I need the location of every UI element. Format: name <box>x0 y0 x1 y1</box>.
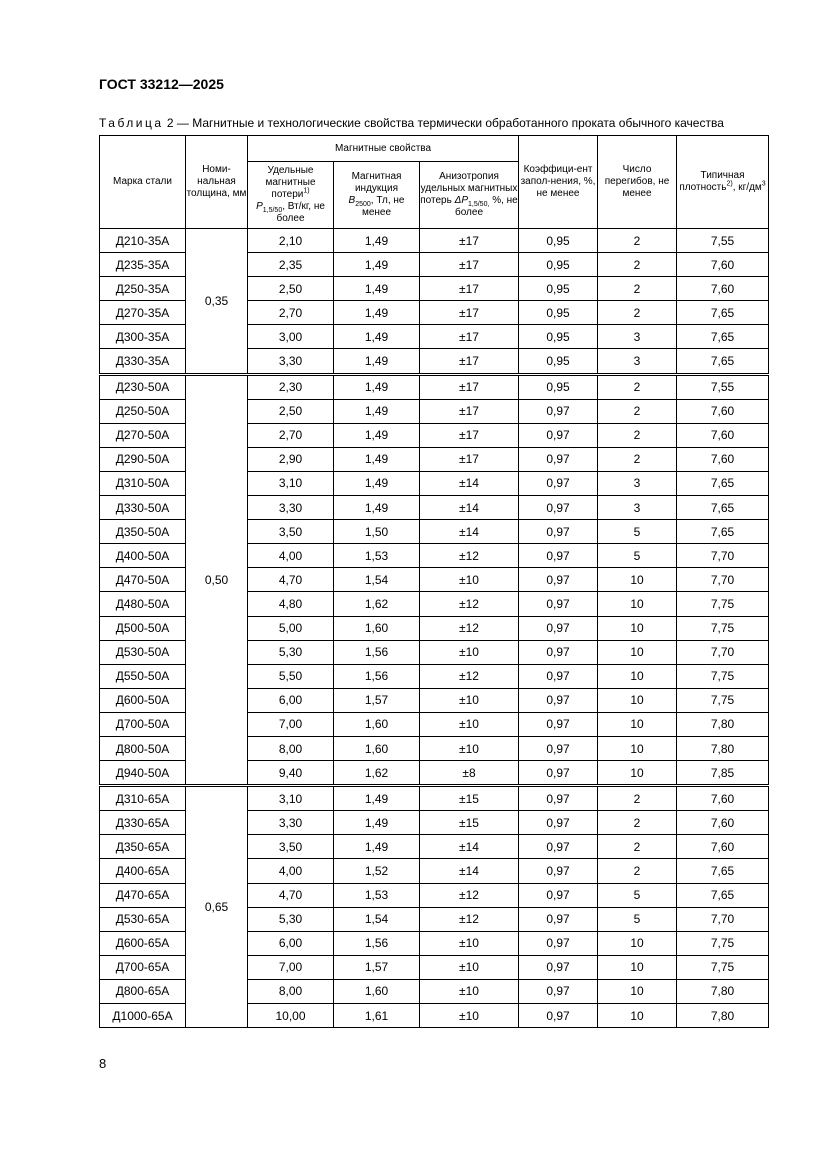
bends-cell: 3 <box>598 349 677 374</box>
fill-factor-cell: 0,95 <box>519 325 598 349</box>
fill-factor-cell: 0,97 <box>519 520 598 544</box>
grade-cell: Д700-65А <box>100 955 186 979</box>
losses-cell: 3,30 <box>248 496 334 520</box>
grade-cell: Д600-65А <box>100 931 186 955</box>
header-anisotropy-symbol: ΔP <box>454 195 468 206</box>
density-cell: 7,75 <box>677 616 769 640</box>
header-specific-losses <box>248 162 334 229</box>
density-cell: 7,55 <box>677 229 769 253</box>
header-thickness: Номи-нальная толщина, мм <box>186 136 248 229</box>
density-cell: 7,60 <box>677 399 769 423</box>
grade-cell: Д235-35А <box>100 253 186 277</box>
bends-cell: 5 <box>598 907 677 931</box>
losses-cell: 4,00 <box>248 859 334 883</box>
grade-cell: Д330-35А <box>100 349 186 374</box>
grade-cell: Д500-50А <box>100 616 186 640</box>
grade-cell: Д400-65А <box>100 859 186 883</box>
anisotropy-cell: ±8 <box>420 761 519 786</box>
density-cell: 7,80 <box>677 736 769 760</box>
grade-cell: Д800-50А <box>100 736 186 760</box>
bends-cell: 10 <box>598 955 677 979</box>
fill-factor-cell: 0,97 <box>519 712 598 736</box>
bends-cell: 3 <box>598 325 677 349</box>
induction-cell: 1,49 <box>334 835 420 859</box>
induction-cell: 1,61 <box>334 1004 420 1028</box>
header-anisotropy-text: Анизотропия удельных магнитных потерь <box>420 171 518 206</box>
fill-factor-cell: 0,97 <box>519 688 598 712</box>
anisotropy-cell: ±14 <box>420 859 519 883</box>
bends-cell: 10 <box>598 761 677 786</box>
density-cell: 7,70 <box>677 640 769 664</box>
grade-cell: Д310-65А <box>100 786 186 811</box>
induction-cell: 1,49 <box>334 447 420 471</box>
bends-cell: 2 <box>598 229 677 253</box>
density-cell: 7,70 <box>677 568 769 592</box>
anisotropy-cell: ±12 <box>420 907 519 931</box>
anisotropy-cell: ±17 <box>420 423 519 447</box>
document-code: ГОСТ 33212—2025 <box>99 76 224 92</box>
density-cell: 7,60 <box>677 786 769 811</box>
grade-cell: Д270-50А <box>100 423 186 447</box>
anisotropy-cell: ±17 <box>420 349 519 374</box>
induction-cell: 1,49 <box>334 301 420 325</box>
induction-cell: 1,49 <box>334 786 420 811</box>
fill-factor-cell: 0,97 <box>519 568 598 592</box>
grade-cell: Д290-50А <box>100 447 186 471</box>
losses-cell: 5,30 <box>248 907 334 931</box>
losses-cell: 9,40 <box>248 761 334 786</box>
anisotropy-cell: ±10 <box>420 736 519 760</box>
bends-cell: 10 <box>598 1004 677 1028</box>
losses-cell: 2,10 <box>248 229 334 253</box>
anisotropy-cell: ±14 <box>420 471 519 495</box>
fill-factor-cell: 0,95 <box>519 301 598 325</box>
anisotropy-cell: ±14 <box>420 496 519 520</box>
header-density-text: Типичная плотность <box>679 170 745 193</box>
density-cell: 7,65 <box>677 349 769 374</box>
header-induction-symbol: B <box>348 195 356 206</box>
fill-factor-cell: 0,97 <box>519 931 598 955</box>
header-fill-factor: Коэффици-ент запол-нения, %, не менее <box>519 136 598 229</box>
induction-cell: 1,49 <box>334 471 420 495</box>
fill-factor-cell: 0,95 <box>519 277 598 301</box>
anisotropy-cell: ±15 <box>420 811 519 835</box>
losses-cell: 7,00 <box>248 955 334 979</box>
grade-cell: Д400-50А <box>100 544 186 568</box>
table-row <box>100 374 769 399</box>
anisotropy-cell: ±10 <box>420 712 519 736</box>
induction-cell: 1,60 <box>334 712 420 736</box>
fill-factor-cell: 0,97 <box>519 955 598 979</box>
bends-cell: 2 <box>598 423 677 447</box>
header-losses-note: 1) <box>303 187 310 195</box>
fill-factor-cell: 0,97 <box>519 496 598 520</box>
losses-cell: 2,90 <box>248 447 334 471</box>
table-row <box>100 229 769 253</box>
density-cell: 7,85 <box>677 761 769 786</box>
bends-cell: 10 <box>598 664 677 688</box>
table-body <box>100 229 769 1028</box>
density-cell: 7,80 <box>677 979 769 1003</box>
fill-factor-cell: 0,97 <box>519 786 598 811</box>
bends-cell: 2 <box>598 399 677 423</box>
fill-factor-cell: 0,97 <box>519 859 598 883</box>
bends-cell: 10 <box>598 568 677 592</box>
density-cell: 7,65 <box>677 520 769 544</box>
anisotropy-cell: ±12 <box>420 664 519 688</box>
induction-cell: 1,49 <box>334 229 420 253</box>
density-cell: 7,60 <box>677 835 769 859</box>
density-cell: 7,60 <box>677 277 769 301</box>
anisotropy-cell: ±10 <box>420 979 519 1003</box>
losses-cell: 3,00 <box>248 325 334 349</box>
density-cell: 7,65 <box>677 301 769 325</box>
losses-cell: 8,00 <box>248 979 334 1003</box>
losses-cell: 5,50 <box>248 664 334 688</box>
page-number: 8 <box>99 1056 107 1071</box>
anisotropy-cell: ±17 <box>420 229 519 253</box>
losses-cell: 6,00 <box>248 931 334 955</box>
induction-cell: 1,62 <box>334 761 420 786</box>
anisotropy-cell: ±15 <box>420 786 519 811</box>
losses-cell: 4,70 <box>248 568 334 592</box>
fill-factor-cell: 0,97 <box>519 736 598 760</box>
grade-cell: Д800-65А <box>100 979 186 1003</box>
anisotropy-cell: ±14 <box>420 520 519 544</box>
bends-cell: 10 <box>598 736 677 760</box>
losses-cell: 3,10 <box>248 471 334 495</box>
anisotropy-cell: ±17 <box>420 399 519 423</box>
fill-factor-cell: 0,95 <box>519 374 598 399</box>
grade-cell: Д940-50А <box>100 761 186 786</box>
thickness-cell: 0,50 <box>186 374 248 786</box>
properties-table <box>99 135 769 1028</box>
grade-cell: Д300-35А <box>100 325 186 349</box>
losses-cell: 2,35 <box>248 253 334 277</box>
fill-factor-cell: 0,97 <box>519 811 598 835</box>
density-cell: 7,75 <box>677 664 769 688</box>
bends-cell: 2 <box>598 277 677 301</box>
header-induction <box>334 162 420 229</box>
induction-cell: 1,57 <box>334 955 420 979</box>
anisotropy-cell: ±10 <box>420 1004 519 1028</box>
header-induction-sub: 2500 <box>355 201 371 208</box>
grade-cell: Д350-50А <box>100 520 186 544</box>
bends-cell: 5 <box>598 544 677 568</box>
fill-factor-cell: 0,97 <box>519 399 598 423</box>
bends-cell: 10 <box>598 931 677 955</box>
fill-factor-cell: 0,97 <box>519 544 598 568</box>
table-caption-label: Таблица <box>99 116 164 130</box>
fill-factor-cell: 0,95 <box>519 253 598 277</box>
anisotropy-cell: ±10 <box>420 568 519 592</box>
fill-factor-cell: 0,97 <box>519 447 598 471</box>
induction-cell: 1,49 <box>334 374 420 399</box>
table-row <box>100 786 769 811</box>
bends-cell: 2 <box>598 447 677 471</box>
bends-cell: 2 <box>598 835 677 859</box>
header-losses-unit: , Вт/кг, не более <box>276 201 325 224</box>
induction-cell: 1,49 <box>334 277 420 301</box>
losses-cell: 3,30 <box>248 811 334 835</box>
induction-cell: 1,49 <box>334 399 420 423</box>
density-cell: 7,70 <box>677 544 769 568</box>
density-cell: 7,75 <box>677 955 769 979</box>
grade-cell: Д230-50А <box>100 374 186 399</box>
grade-cell: Д470-65А <box>100 883 186 907</box>
header-losses-text: Удельные магнитные потери <box>265 165 316 200</box>
grade-cell: Д310-50А <box>100 471 186 495</box>
bends-cell: 10 <box>598 592 677 616</box>
density-cell: 7,80 <box>677 1004 769 1028</box>
anisotropy-cell: ±17 <box>420 447 519 471</box>
header-density <box>677 136 769 229</box>
bends-cell: 10 <box>598 640 677 664</box>
losses-cell: 4,70 <box>248 883 334 907</box>
bends-cell: 3 <box>598 471 677 495</box>
density-cell: 7,75 <box>677 931 769 955</box>
induction-cell: 1,49 <box>334 349 420 374</box>
losses-cell: 3,50 <box>248 520 334 544</box>
grade-cell: Д250-35А <box>100 277 186 301</box>
density-cell: 7,80 <box>677 712 769 736</box>
induction-cell: 1,56 <box>334 640 420 664</box>
fill-factor-cell: 0,97 <box>519 423 598 447</box>
bends-cell: 5 <box>598 520 677 544</box>
table-caption-text: 2 — Магнитные и технологические свойства термически обработанного проката обычного качества <box>166 116 724 130</box>
density-cell: 7,75 <box>677 688 769 712</box>
anisotropy-cell: ±10 <box>420 955 519 979</box>
anisotropy-cell: ±17 <box>420 301 519 325</box>
fill-factor-cell: 0,97 <box>519 979 598 1003</box>
losses-cell: 4,80 <box>248 592 334 616</box>
induction-cell: 1,52 <box>334 859 420 883</box>
losses-cell: 2,70 <box>248 423 334 447</box>
grade-cell: Д550-50А <box>100 664 186 688</box>
induction-cell: 1,54 <box>334 568 420 592</box>
bends-cell: 10 <box>598 712 677 736</box>
induction-cell: 1,57 <box>334 688 420 712</box>
fill-factor-cell: 0,97 <box>519 1004 598 1028</box>
header-density-note: 2) <box>726 180 733 188</box>
anisotropy-cell: ±12 <box>420 592 519 616</box>
header-grade: Марка стали <box>100 136 186 229</box>
induction-cell: 1,60 <box>334 616 420 640</box>
fill-factor-cell: 0,97 <box>519 471 598 495</box>
bends-cell: 2 <box>598 374 677 399</box>
thickness-cell: 0,65 <box>186 786 248 1028</box>
density-cell: 7,65 <box>677 496 769 520</box>
density-cell: 7,55 <box>677 374 769 399</box>
losses-cell: 5,00 <box>248 616 334 640</box>
grade-cell: Д350-65А <box>100 835 186 859</box>
density-cell: 7,60 <box>677 447 769 471</box>
grade-cell: Д250-50А <box>100 399 186 423</box>
anisotropy-cell: ±17 <box>420 374 519 399</box>
induction-cell: 1,53 <box>334 883 420 907</box>
losses-cell: 4,00 <box>248 544 334 568</box>
grade-cell: Д330-65А <box>100 811 186 835</box>
induction-cell: 1,60 <box>334 736 420 760</box>
density-cell: 7,65 <box>677 859 769 883</box>
grade-cell: Д530-50А <box>100 640 186 664</box>
induction-cell: 1,50 <box>334 520 420 544</box>
anisotropy-cell: ±12 <box>420 544 519 568</box>
density-cell: 7,70 <box>677 907 769 931</box>
anisotropy-cell: ±10 <box>420 931 519 955</box>
fill-factor-cell: 0,97 <box>519 616 598 640</box>
grade-cell: Д330-50А <box>100 496 186 520</box>
grade-cell: Д700-50А <box>100 712 186 736</box>
fill-factor-cell: 0,97 <box>519 835 598 859</box>
induction-cell: 1,56 <box>334 664 420 688</box>
grade-cell: Д480-50А <box>100 592 186 616</box>
density-cell: 7,60 <box>677 811 769 835</box>
thickness-cell: 0,35 <box>186 229 248 375</box>
induction-cell: 1,62 <box>334 592 420 616</box>
losses-cell: 6,00 <box>248 688 334 712</box>
losses-cell: 2,70 <box>248 301 334 325</box>
anisotropy-cell: ±17 <box>420 325 519 349</box>
density-cell: 7,65 <box>677 325 769 349</box>
header-magnetic-properties: Магнитные свойства <box>248 136 519 162</box>
density-cell: 7,65 <box>677 883 769 907</box>
induction-cell: 1,49 <box>334 423 420 447</box>
density-cell: 7,65 <box>677 471 769 495</box>
density-cell: 7,60 <box>677 253 769 277</box>
bends-cell: 10 <box>598 616 677 640</box>
fill-factor-cell: 0,97 <box>519 907 598 931</box>
induction-cell: 1,49 <box>334 325 420 349</box>
anisotropy-cell: ±17 <box>420 277 519 301</box>
induction-cell: 1,54 <box>334 907 420 931</box>
fill-factor-cell: 0,97 <box>519 640 598 664</box>
grade-cell: Д530-65А <box>100 907 186 931</box>
losses-cell: 8,00 <box>248 736 334 760</box>
header-losses-symbol: P <box>256 201 263 212</box>
losses-cell: 2,50 <box>248 277 334 301</box>
fill-factor-cell: 0,97 <box>519 761 598 786</box>
header-anisotropy-unit: %, не более <box>454 195 518 218</box>
induction-cell: 1,56 <box>334 931 420 955</box>
induction-cell: 1,60 <box>334 979 420 1003</box>
induction-cell: 1,49 <box>334 253 420 277</box>
losses-cell: 2,50 <box>248 399 334 423</box>
fill-factor-cell: 0,97 <box>519 883 598 907</box>
anisotropy-cell: ±12 <box>420 616 519 640</box>
induction-cell: 1,49 <box>334 811 420 835</box>
header-losses-sub: 1,5/50 <box>262 207 283 214</box>
losses-cell: 7,00 <box>248 712 334 736</box>
bends-cell: 2 <box>598 301 677 325</box>
losses-cell: 5,30 <box>248 640 334 664</box>
bends-cell: 3 <box>598 496 677 520</box>
grade-cell: Д1000-65А <box>100 1004 186 1028</box>
anisotropy-cell: ±10 <box>420 688 519 712</box>
grade-cell: Д270-35А <box>100 301 186 325</box>
losses-cell: 10,00 <box>248 1004 334 1028</box>
bends-cell: 2 <box>598 811 677 835</box>
losses-cell: 3,30 <box>248 349 334 374</box>
density-cell: 7,60 <box>677 423 769 447</box>
fill-factor-cell: 0,97 <box>519 664 598 688</box>
grade-cell: Д470-50А <box>100 568 186 592</box>
header-induction-unit: , Тл, не менее <box>361 195 405 218</box>
fill-factor-cell: 0,95 <box>519 349 598 374</box>
header-anisotropy-sub: 1,5/50, <box>468 201 490 208</box>
grade-cell: Д600-50А <box>100 688 186 712</box>
anisotropy-cell: ±14 <box>420 835 519 859</box>
density-cell: 7,75 <box>677 592 769 616</box>
anisotropy-cell: ±17 <box>420 253 519 277</box>
bends-cell: 2 <box>598 786 677 811</box>
header-density-unit: , кг/дм <box>732 182 762 193</box>
losses-cell: 2,30 <box>248 374 334 399</box>
losses-cell: 3,10 <box>248 786 334 811</box>
fill-factor-cell: 0,97 <box>519 592 598 616</box>
bends-cell: 5 <box>598 883 677 907</box>
bends-cell: 10 <box>598 979 677 1003</box>
losses-cell: 3,50 <box>248 835 334 859</box>
bends-cell: 2 <box>598 253 677 277</box>
anisotropy-cell: ±12 <box>420 883 519 907</box>
table-caption <box>99 116 724 130</box>
header-anisotropy <box>420 162 519 229</box>
induction-cell: 1,49 <box>334 496 420 520</box>
grade-cell: Д210-35А <box>100 229 186 253</box>
header-induction-text: Магнитная индукция <box>351 171 402 194</box>
header-density-exponent: 3 <box>761 180 766 188</box>
anisotropy-cell: ±10 <box>420 640 519 664</box>
bends-cell: 10 <box>598 688 677 712</box>
induction-cell: 1,53 <box>334 544 420 568</box>
fill-factor-cell: 0,95 <box>519 229 598 253</box>
header-bends: Число перегибов, не менее <box>598 136 677 229</box>
bends-cell: 2 <box>598 859 677 883</box>
